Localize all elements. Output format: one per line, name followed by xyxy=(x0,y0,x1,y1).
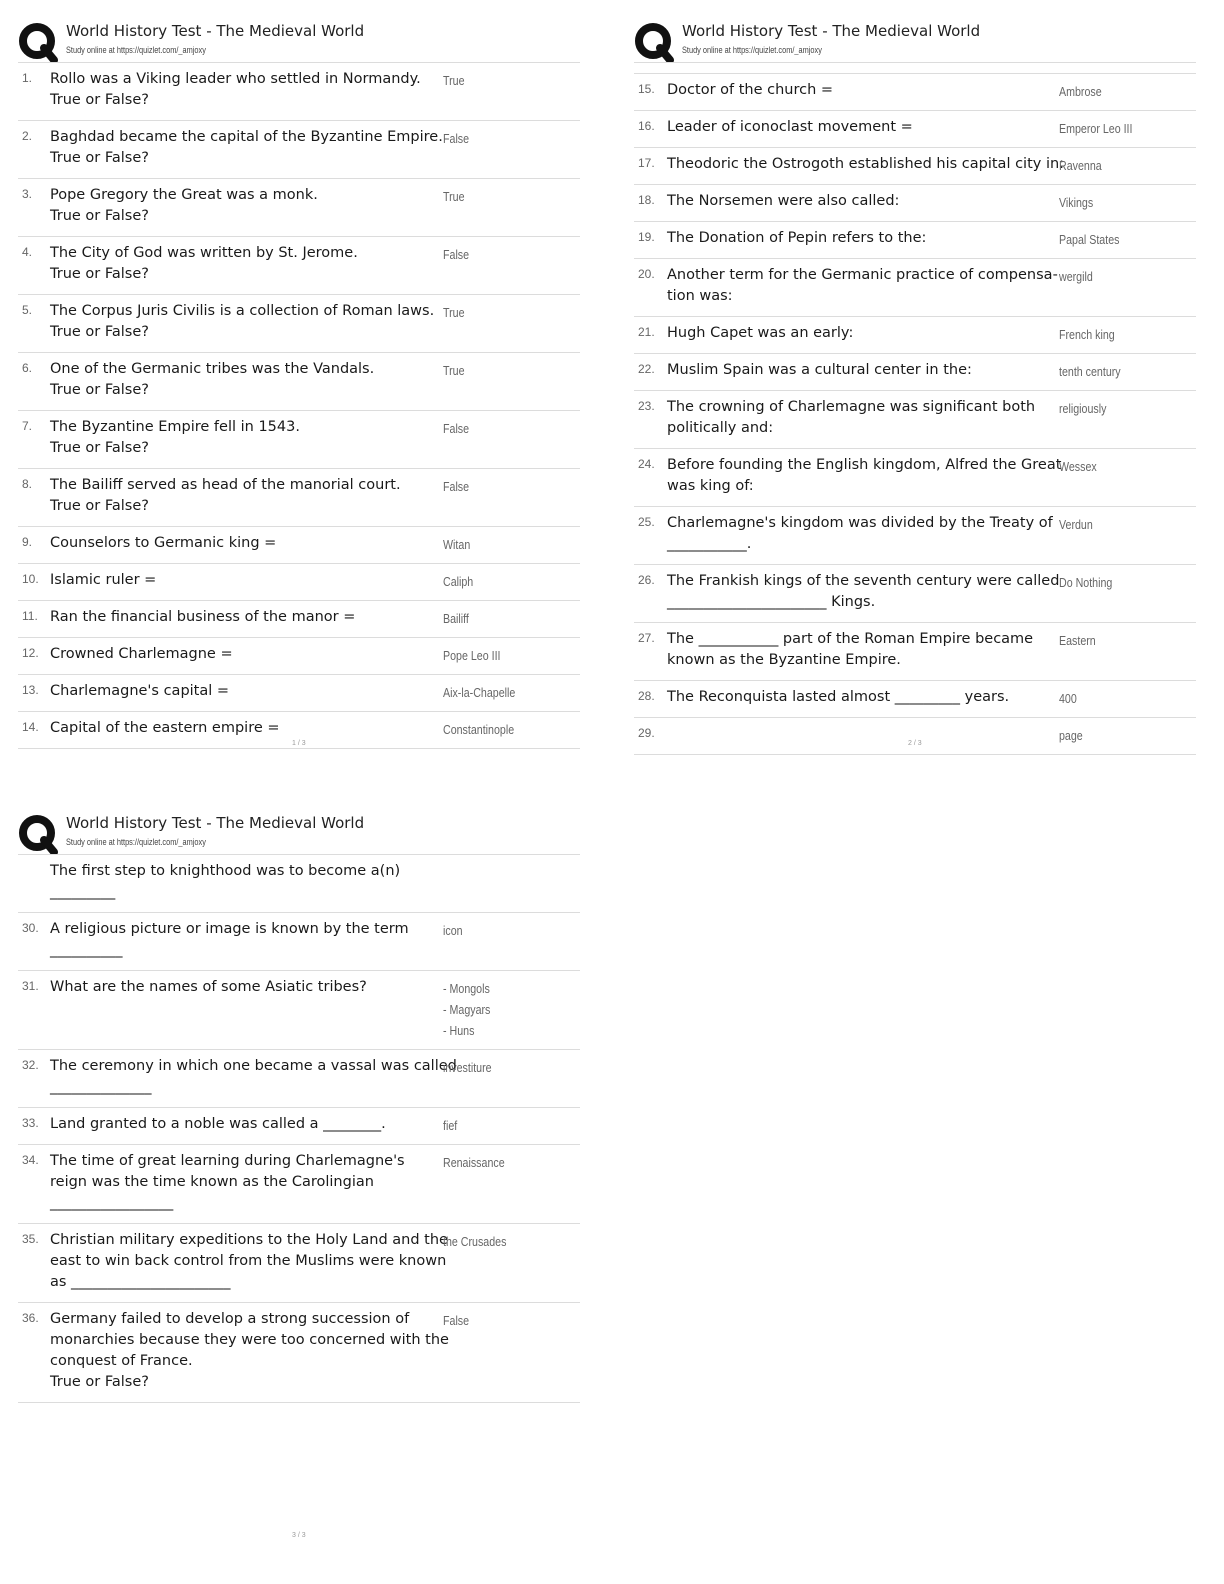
question-list xyxy=(18,63,580,749)
answer-line: False xyxy=(443,131,470,146)
question-number: 34. xyxy=(22,1153,39,1167)
answer-line: Constantinople xyxy=(443,722,515,737)
study-online-link[interactable]: Study online at https://quizlet.com/_amjoxy xyxy=(66,837,206,847)
answer-text xyxy=(443,1231,506,1252)
answer-text xyxy=(1059,630,1096,651)
answer-text xyxy=(443,418,469,439)
question-row xyxy=(18,1224,580,1303)
question-line: ______________________ Kings. xyxy=(667,594,876,610)
question-line: The Byzantine Empire fell in 1543. xyxy=(50,419,300,435)
question-text xyxy=(50,1114,442,1135)
answer-text xyxy=(443,360,465,381)
question-line: monarchies because they were too concerned with the xyxy=(50,1332,449,1348)
answer-line: icon xyxy=(443,923,463,938)
question-row xyxy=(634,391,1196,449)
question-line: True or False? xyxy=(50,440,149,456)
question-number: 10. xyxy=(22,572,39,586)
question-row xyxy=(18,971,580,1050)
question-text xyxy=(50,718,442,739)
question-text xyxy=(50,243,442,285)
question-line: True or False? xyxy=(50,150,149,166)
answer-text xyxy=(1059,725,1083,746)
question-number: 9. xyxy=(22,535,33,549)
question-line: Doctor of the church = xyxy=(667,82,834,98)
answer-text xyxy=(443,1310,469,1331)
question-line: The Bailiff served as head of the manorial court. xyxy=(50,477,401,493)
question-text xyxy=(50,359,442,401)
question-row xyxy=(18,855,580,913)
question-line: True or False? xyxy=(50,382,149,398)
answer-line: Papal States xyxy=(1059,232,1120,247)
page-3 xyxy=(18,812,580,1539)
question-list xyxy=(18,855,580,1403)
header-divider xyxy=(634,63,1196,74)
question-text xyxy=(50,301,442,343)
answer-text xyxy=(443,70,465,91)
question-line: conquest of France. xyxy=(50,1353,193,1369)
answer-text xyxy=(1059,266,1093,287)
answer-line: - Huns xyxy=(443,1023,475,1038)
question-text xyxy=(667,265,1059,307)
answer-text xyxy=(443,682,515,703)
question-number: 3. xyxy=(22,187,33,201)
page-number: 3 / 3 xyxy=(292,1532,306,1539)
question-number: 16. xyxy=(638,119,655,133)
question-number: 14. xyxy=(22,720,39,734)
answer-line: 400 xyxy=(1059,691,1077,706)
answer-text xyxy=(1059,514,1093,535)
question-number: 8. xyxy=(22,477,33,491)
question-line: The Donation of Pepin refers to the: xyxy=(667,230,927,246)
question-number: 21. xyxy=(638,325,655,339)
answer-line: True xyxy=(443,189,465,204)
question-number: 22. xyxy=(638,362,655,376)
answer-line: tenth century xyxy=(1059,364,1121,379)
question-text xyxy=(667,117,1059,138)
quizlet-logo-icon xyxy=(18,814,58,854)
question-line: Pope Gregory the Great was a monk. xyxy=(50,187,318,203)
question-line: east to win back control from the Muslims were known xyxy=(50,1253,447,1269)
question-line: Land granted to a noble was called a ________. xyxy=(50,1116,386,1132)
question-line: _________________ xyxy=(50,1195,174,1211)
question-row xyxy=(634,111,1196,148)
question-row xyxy=(18,601,580,638)
question-row xyxy=(18,353,580,411)
question-line: Hugh Capet was an early: xyxy=(667,325,854,341)
answer-line: Do Nothing xyxy=(1059,575,1113,590)
answer-text xyxy=(443,534,470,555)
answer-line: False xyxy=(443,421,470,436)
question-row xyxy=(18,675,580,712)
answer-line: religiously xyxy=(1059,401,1107,416)
answer-text xyxy=(1059,398,1106,419)
question-text xyxy=(667,323,1059,344)
page-header xyxy=(18,20,580,63)
quizlet-logo-icon xyxy=(634,22,674,62)
question-number: 12. xyxy=(22,646,39,660)
question-line: Charlemagne's kingdom was divided by the Treaty of xyxy=(667,515,1053,531)
question-text xyxy=(667,191,1059,212)
answer-text xyxy=(1059,324,1115,345)
question-number: 5. xyxy=(22,303,33,317)
answer-line: Wessex xyxy=(1059,459,1097,474)
question-row xyxy=(634,74,1196,111)
answer-text xyxy=(443,719,514,740)
question-text xyxy=(667,629,1059,671)
question-number: 6. xyxy=(22,361,33,375)
question-number: 36. xyxy=(22,1311,39,1325)
question-line: __________ xyxy=(50,942,123,958)
question-line: True or False? xyxy=(50,266,149,282)
question-row xyxy=(18,913,580,971)
question-line: True or False? xyxy=(50,498,149,514)
question-row xyxy=(634,354,1196,391)
question-line: The ceremony in which one became a vassal was called xyxy=(50,1058,457,1074)
question-number: 13. xyxy=(22,683,39,697)
question-line: True or False? xyxy=(50,92,149,108)
question-row xyxy=(18,564,580,601)
question-line: known as the Byzantine Empire. xyxy=(667,652,901,668)
page-title: World History Test - The Medieval World xyxy=(66,814,365,832)
answer-text xyxy=(1059,192,1093,213)
answer-line: wergild xyxy=(1059,269,1093,284)
question-number: 1. xyxy=(22,71,33,85)
answer-line: Witan xyxy=(443,537,471,552)
question-line: The Frankish kings of the seventh century were called xyxy=(667,573,1060,589)
question-line: as ______________________ xyxy=(50,1274,231,1290)
question-number: 29. xyxy=(638,726,655,740)
answer-line: Ravenna xyxy=(1059,158,1102,173)
question-number: 17. xyxy=(638,156,655,170)
answer-line: Bailiff xyxy=(443,611,469,626)
answer-line: - Mongols xyxy=(443,981,490,996)
question-row xyxy=(634,681,1196,718)
question-text xyxy=(50,127,442,169)
question-row xyxy=(18,1303,580,1403)
question-number: 26. xyxy=(638,573,655,587)
question-text xyxy=(667,397,1059,439)
answer-line: False xyxy=(443,1313,470,1328)
answer-text xyxy=(1059,361,1121,382)
question-text xyxy=(667,571,1059,613)
question-number: 30. xyxy=(22,921,39,935)
answer-line: False xyxy=(443,479,470,494)
answer-line: Caliph xyxy=(443,574,474,589)
question-line: Germany failed to develop a strong succession of xyxy=(50,1311,410,1327)
question-row xyxy=(18,237,580,295)
question-row xyxy=(634,449,1196,507)
question-line: _________ xyxy=(50,884,116,900)
question-line: Counselors to Germanic king = xyxy=(50,535,277,551)
answer-line: Vikings xyxy=(1059,195,1094,210)
study-online-link[interactable]: Study online at https://quizlet.com/_amjoxy xyxy=(682,45,822,55)
question-line: Before founding the English kingdom, Alfred the Great xyxy=(667,457,1062,473)
question-line: ______________ xyxy=(50,1079,152,1095)
answer-text xyxy=(443,571,473,592)
question-line: Christian military expeditions to the Holy Land and the xyxy=(50,1232,448,1248)
question-line: was king of: xyxy=(667,478,754,494)
question-number: 27. xyxy=(638,631,655,645)
question-row xyxy=(18,638,580,675)
question-line: Rollo was a Viking leader who settled in Normandy. xyxy=(50,71,421,87)
question-text xyxy=(667,360,1059,381)
question-number: 24. xyxy=(638,457,655,471)
question-line: What are the names of some Asiatic tribes? xyxy=(50,979,367,995)
answer-line: investiture xyxy=(443,1060,492,1075)
question-row xyxy=(18,469,580,527)
question-line: True or False? xyxy=(50,208,149,224)
question-line: Ran the financial business of the manor = xyxy=(50,609,356,625)
answer-line: Eastern xyxy=(1059,633,1096,648)
question-line: ___________. xyxy=(667,536,752,552)
page-title: World History Test - The Medieval World xyxy=(682,22,981,40)
answer-text xyxy=(1059,229,1119,250)
question-text xyxy=(667,228,1059,249)
answer-text xyxy=(443,608,469,629)
answer-text xyxy=(443,476,469,497)
answer-text xyxy=(1059,81,1102,102)
question-row xyxy=(18,63,580,121)
question-text xyxy=(50,919,442,961)
question-row xyxy=(18,527,580,564)
question-row xyxy=(18,295,580,353)
page-title: World History Test - The Medieval World xyxy=(66,22,365,40)
question-row xyxy=(18,1050,580,1108)
question-text xyxy=(50,1056,457,1098)
question-text xyxy=(50,977,442,998)
question-number: 25. xyxy=(638,515,655,529)
answer-line: - Magyars xyxy=(443,1002,491,1017)
answer-line: fief xyxy=(443,1118,458,1133)
question-row xyxy=(18,179,580,237)
question-line: Crowned Charlemagne = xyxy=(50,646,233,662)
question-number: 2. xyxy=(22,129,33,143)
question-text xyxy=(50,417,442,459)
answer-line: French king xyxy=(1059,327,1115,342)
question-number: 32. xyxy=(22,1058,39,1072)
question-text xyxy=(50,681,442,702)
question-number: 11. xyxy=(22,609,38,623)
answer-text xyxy=(443,1057,492,1078)
question-number: 7. xyxy=(22,419,33,433)
question-line: politically and: xyxy=(667,420,774,436)
question-number: 18. xyxy=(638,193,655,207)
page-header xyxy=(634,20,1196,63)
question-line: The ___________ part of the Roman Empire became xyxy=(667,631,1034,647)
question-row xyxy=(18,1108,580,1145)
answer-line: Renaissance xyxy=(443,1155,505,1170)
question-line: The City of God was written by St. Jerome. xyxy=(50,245,358,261)
answer-text xyxy=(443,978,490,1041)
question-line: A religious picture or image is known by the term xyxy=(50,921,409,937)
answer-text xyxy=(443,1152,505,1173)
page-number: 1 / 3 xyxy=(292,740,306,747)
question-line: Leader of iconoclast movement = xyxy=(667,119,913,135)
question-line: One of the Germanic tribes was the Vandals. xyxy=(50,361,375,377)
page-number: 2 / 3 xyxy=(908,740,922,747)
question-line: Baghdad became the capital of the Byzantine Empire. xyxy=(50,129,443,145)
question-text xyxy=(50,861,442,903)
question-line: Charlemagne's capital = xyxy=(50,683,230,699)
answer-text xyxy=(1059,118,1132,139)
question-line: The first step to knighthood was to become a(n) xyxy=(50,863,401,879)
question-text xyxy=(50,533,442,554)
question-row xyxy=(18,411,580,469)
question-text xyxy=(667,513,1059,555)
question-number: 28. xyxy=(638,689,655,703)
answer-line: False xyxy=(443,247,470,262)
question-number: 33. xyxy=(22,1116,39,1130)
answer-text xyxy=(1059,456,1097,477)
question-text xyxy=(50,475,442,517)
answer-text xyxy=(443,645,501,666)
question-number: 35. xyxy=(22,1232,39,1246)
question-line: The Corpus Juris Civilis is a collection of Roman laws. xyxy=(50,303,435,319)
question-line: Theodoric the Ostrogoth established his capital city in: xyxy=(667,156,1065,172)
answer-line: the Crusades xyxy=(443,1234,507,1249)
answer-text xyxy=(443,1115,457,1136)
question-line: True or False? xyxy=(50,1374,149,1390)
question-number: 4. xyxy=(22,245,33,259)
question-text xyxy=(50,1230,448,1293)
question-row xyxy=(634,259,1196,317)
question-line: Capital of the eastern empire = xyxy=(50,720,280,736)
answer-text xyxy=(443,244,469,265)
question-row xyxy=(634,317,1196,354)
question-text xyxy=(50,1151,442,1214)
question-text xyxy=(667,80,1059,101)
question-number: 23. xyxy=(638,399,655,413)
page-header xyxy=(18,812,580,855)
question-line: tion was: xyxy=(667,288,733,304)
answer-text xyxy=(1059,155,1102,176)
question-text xyxy=(667,154,1065,175)
question-number: 19. xyxy=(638,230,655,244)
page-2 xyxy=(634,20,1196,755)
question-row xyxy=(634,718,1196,755)
question-line: The Norsemen were also called: xyxy=(667,193,900,209)
question-line: The time of great learning during Charlemagne's xyxy=(50,1153,405,1169)
question-text xyxy=(50,570,442,591)
question-text xyxy=(50,607,442,628)
question-row xyxy=(634,222,1196,259)
question-row xyxy=(634,565,1196,623)
question-line: Muslim Spain was a cultural center in the: xyxy=(667,362,972,378)
answer-text xyxy=(443,302,465,323)
question-number: 20. xyxy=(638,267,655,281)
question-text xyxy=(50,1309,449,1393)
question-text xyxy=(667,455,1062,497)
answer-line: Emperor Leo III xyxy=(1059,121,1133,136)
answer-text xyxy=(443,186,465,207)
question-text xyxy=(50,644,442,665)
answer-line: Pope Leo III xyxy=(443,648,501,663)
question-number: 15. xyxy=(638,82,655,96)
answer-text xyxy=(443,128,469,149)
question-number: 31. xyxy=(22,979,39,993)
question-row xyxy=(634,623,1196,681)
question-row xyxy=(634,185,1196,222)
question-row xyxy=(634,507,1196,565)
study-online-link[interactable]: Study online at https://quizlet.com/_amjoxy xyxy=(66,45,206,55)
question-line: The crowning of Charlemagne was significant both xyxy=(667,399,1036,415)
question-text xyxy=(50,69,442,111)
question-line: reign was the time known as the Carolingian xyxy=(50,1174,374,1190)
question-text xyxy=(667,687,1059,708)
answer-line: True xyxy=(443,363,465,378)
answer-text xyxy=(1059,572,1112,593)
question-list xyxy=(634,74,1196,755)
question-row xyxy=(634,148,1196,185)
question-row xyxy=(18,121,580,179)
answer-text xyxy=(1059,688,1077,709)
question-row xyxy=(18,1145,580,1224)
answer-line: Aix-la-Chapelle xyxy=(443,685,516,700)
answer-line: page xyxy=(1059,728,1083,743)
answer-line: Verdun xyxy=(1059,517,1093,532)
answer-text xyxy=(443,920,463,941)
page-1 xyxy=(18,20,580,749)
answer-line: True xyxy=(443,73,465,88)
answer-line: True xyxy=(443,305,465,320)
quizlet-logo-icon xyxy=(18,22,58,62)
question-text xyxy=(50,185,442,227)
question-line: True or False? xyxy=(50,324,149,340)
answer-line: Ambrose xyxy=(1059,84,1102,99)
question-line: Another term for the Germanic practice of compensa- xyxy=(667,267,1058,283)
question-line: Islamic ruler = xyxy=(50,572,157,588)
question-line: The Reconquista lasted almost _________ years. xyxy=(667,689,1010,705)
